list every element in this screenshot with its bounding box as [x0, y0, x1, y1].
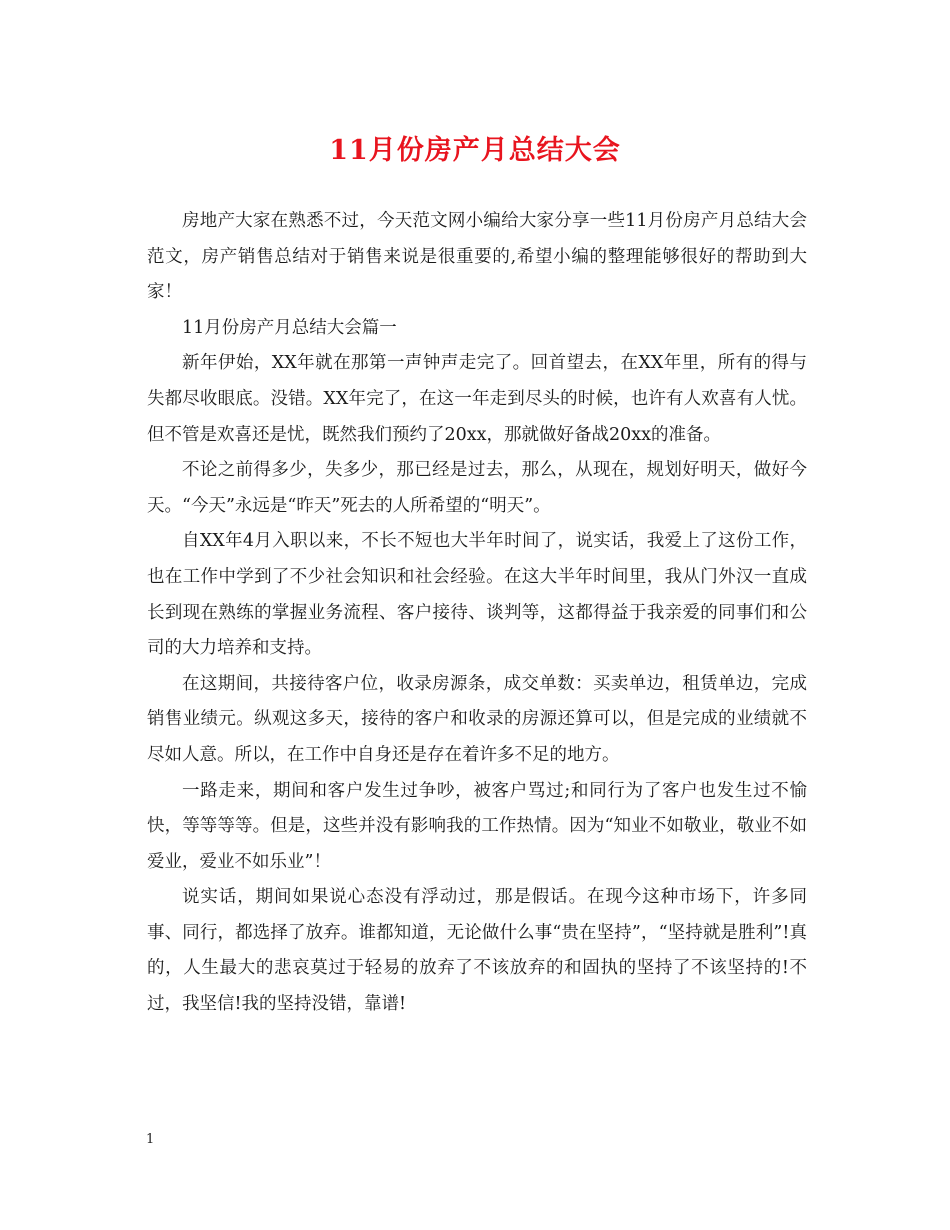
page-number: 1	[146, 1132, 155, 1147]
paragraph: 一路走来，期间和客户发生过争吵，被客户骂过;和同行为了客户也发生过不愉快，等等等等。但是，这些并没有影响我的工作热情。因为“知业不如敬业，敬业不如爱业，爱业不如乐业”！	[147, 780, 807, 872]
paragraph: 不论之前得多少，失多少，那已经是过去，那么，从现在，规划好明天，做好今天。“今天”永远是“昨天”死去的人所希望的“明天”。	[147, 460, 807, 516]
section-heading: 11月份房产月总结大会篇一	[182, 317, 397, 338]
document-body	[147, 204, 807, 1023]
paragraph: 说实话，期间如果说心态没有浮动过，那是假话。在现今这种市场下，许多同事、同行，都选择了放弃。谁都知道，无论做什么事“贵在坚持”，“坚持就是胜利”!真的，人生最大的悲哀莫过于轻易的放弃了不该放弃的和固执的坚持了不该坚持的!不过，我坚信!我的坚持没错，靠谱!	[147, 887, 807, 1015]
paragraph: 自XX年4月入职以来，不长不短也大半年时间了，说实话，我爱上了这份工作，也在工作中学到了不少社会知识和社会经验。在这大半年时间里，我从门外汉一直成长到现在熟练的掌握业务流程、客户接待、谈判等，这都得益于我亲爱的同事们和公司的大力培养和支持。	[147, 531, 807, 659]
document-title: 11月份房产月总结大会	[329, 135, 621, 166]
paragraph-intro: 房地产大家在熟悉不过，今天范文网小编给大家分享一些11月份房产月总结大会范文，房产销售总结对于销售来说是很重要的,希望小编的整理能够很好的帮助到大家！	[147, 211, 807, 303]
paragraph: 在这期间，共接待客户位，收录房源条，成交单数：买卖单边，租赁单边，完成销售业绩元。纵观这多天，接待的客户和收录的房源还算可以，但是完成的业绩就不尽如人意。所以，在工作中自身还是存在着许多不足的地方。	[147, 673, 807, 765]
paragraph: 新年伊始，XX年就在那第一声钟声走完了。回首望去，在XX年里，所有的得与失都尽收眼底。没错。XX年完了，在这一年走到尽头的时候，也许有人欢喜有人忧。但不管是欢喜还是忧，既然我们预约了20xx，那就做好备战20xx的准备。	[147, 353, 807, 445]
